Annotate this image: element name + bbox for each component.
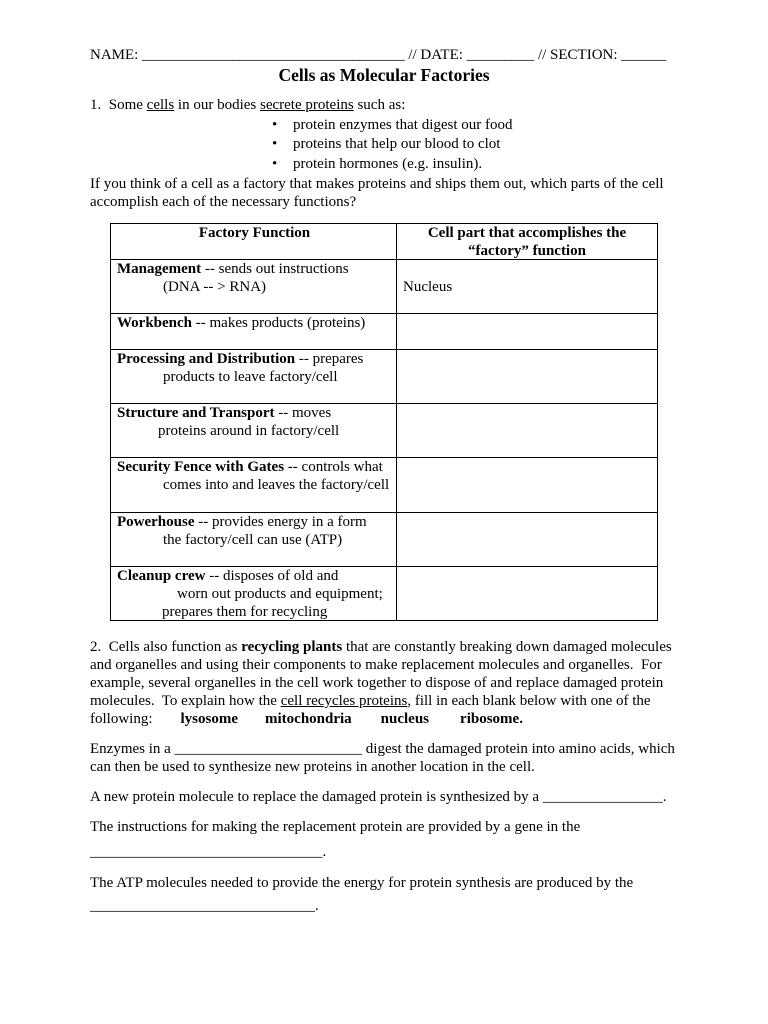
question-1-prompt-line: If you think of a cell as a factory that makes proteins and ships them out, which parts of the cell <box>90 176 664 192</box>
cell-part-answer-cell <box>397 513 657 566</box>
choice-lysosome: lysosome <box>180 711 238 727</box>
function-name: Cleanup crew <box>117 568 206 584</box>
cell-part-answer-cell <box>397 567 657 620</box>
function-description-continued: comes into and leaves the factory/cell <box>163 477 390 493</box>
fill-in-statement-enzymes: Enzymes in a _________________________ digest the damaged protein into amino acids, which <box>90 741 675 757</box>
q2-line <box>90 638 672 656</box>
function-description: -- moves <box>274 405 332 421</box>
bullet-item <box>272 155 482 173</box>
term-secrete-proteins: secrete proteins <box>260 97 354 113</box>
function-description-continued: (DNA -- > RNA) <box>163 279 267 295</box>
question-1-intro <box>90 96 405 114</box>
function-name: Processing and Distribution <box>117 351 296 367</box>
function-description: -- disposes of old and <box>205 568 339 584</box>
term-cells: cells <box>146 97 175 113</box>
bullet-text: protein hormones (e.g. insulin). <box>293 156 483 172</box>
function-name: Workbench <box>117 315 193 331</box>
table-row <box>111 458 657 513</box>
function-description-continued: worn out products and equipment; <box>177 586 383 602</box>
q2-line <box>90 710 672 728</box>
bullet-icon: • <box>272 136 278 152</box>
fill-in-statement-synthesis: A new protein molecule to replace the damaged protein is synthesized by a ________________. <box>90 789 667 805</box>
factory-function-table <box>110 223 658 621</box>
factory-function-cell <box>111 513 397 566</box>
cell-part-answer-cell <box>397 350 657 403</box>
fill-in-blank-instructions: _______________________________. <box>90 844 327 860</box>
function-first-line <box>117 260 392 278</box>
q2-line: example, several organelles in the cell work together to dispose of and replace damaged protein <box>90 675 664 691</box>
question-1-prompt-line: accomplish each of the necessary functions? <box>90 194 357 210</box>
choice-ribosome: ribosome. <box>460 711 523 727</box>
function-description-continued: the factory/cell can use (ATP) <box>163 532 343 548</box>
function-description: -- makes products (proteins) <box>192 315 366 331</box>
factory-function-cell <box>111 350 397 403</box>
section-field: // SECTION: ______ <box>534 47 667 63</box>
bullet-item <box>272 135 500 153</box>
function-description: -- provides energy in a form <box>194 514 367 530</box>
table-row <box>111 567 657 621</box>
function-description: -- sends out instructions <box>201 261 349 277</box>
header-cell-part-label-line: Cell part that accomplishes the <box>427 225 627 241</box>
name-field: NAME: ___________________________________ <box>90 47 405 63</box>
fill-in-statement-enzymes-continued: can then be used to synthesize new proteins in another location in the cell. <box>90 759 535 775</box>
function-first-line <box>117 404 392 422</box>
choice-mitochondria: mitochondria <box>265 711 352 727</box>
function-description: -- controls what <box>284 459 383 475</box>
q2-line-4-tail: , fill in each blank below with one of the <box>407 693 651 709</box>
q2-line-4-lead: molecules. To explain how the <box>90 693 281 709</box>
header-line <box>90 46 666 64</box>
q1-lead-text: 1. Some <box>90 97 147 113</box>
table-row <box>111 314 657 350</box>
function-name: Security Fence with Gates <box>117 459 285 475</box>
q2-line <box>90 692 672 710</box>
bullet-text: protein enzymes that digest our food <box>293 117 513 133</box>
cell-part-answer-cell <box>397 314 657 349</box>
cell-part-answer-cell <box>397 458 657 512</box>
page-title: Cells as Molecular Factories <box>278 65 490 85</box>
function-description-continued: prepares them for recycling <box>162 604 328 620</box>
choice-nucleus: nucleus <box>380 711 430 727</box>
fill-in-statement-atp: The ATP molecules needed to provide the energy for protein synthesis are produced by the <box>90 875 634 891</box>
date-field: // DATE: _________ <box>404 47 535 63</box>
cell-part-answer-cell <box>397 260 657 313</box>
function-description-continued: proteins around in factory/cell <box>158 423 340 439</box>
header-cell-part-label-line: “factory” function <box>468 243 586 259</box>
table-row <box>111 350 657 404</box>
function-first-line <box>117 458 392 476</box>
term-cell-recycles-proteins: cell recycles proteins <box>280 693 408 709</box>
header-cell-part <box>397 224 657 259</box>
q2-line-1-tail: that are constantly breaking down damaged molecules <box>342 639 672 655</box>
function-first-line <box>117 513 392 531</box>
bullet-icon: • <box>272 156 278 172</box>
table-row <box>111 513 657 567</box>
table-header-row <box>111 224 657 260</box>
term-recycling-plants: recycling plants <box>241 639 343 655</box>
factory-function-cell <box>111 314 397 349</box>
q2-line: and organelles and using their components to make replacement molecules and organelles. For <box>90 657 662 673</box>
cell-part-answer: Nucleus <box>403 278 453 295</box>
function-first-line <box>117 314 392 332</box>
function-name: Structure and Transport <box>117 405 275 421</box>
cell-part-answer-cell <box>397 404 657 457</box>
bullet-item <box>272 116 513 134</box>
question-2-paragraph <box>90 638 672 728</box>
fill-in-statement-instructions: The instructions for making the replacement protein are provided by a gene in the <box>90 819 581 835</box>
function-first-line <box>117 350 392 368</box>
bullet-text: proteins that help our blood to clot <box>293 136 501 152</box>
q1-mid-text: in our bodies <box>174 97 260 113</box>
factory-function-cell <box>111 567 397 620</box>
factory-function-cell <box>111 260 397 313</box>
function-first-line <box>117 567 392 585</box>
function-description: -- prepares <box>295 351 364 367</box>
function-name: Management <box>117 261 202 277</box>
table-row <box>111 404 657 458</box>
fill-in-blank-atp: ______________________________. <box>90 898 319 914</box>
q2-line-1-lead: 2. Cells also function as <box>90 639 242 655</box>
table-row <box>111 260 657 314</box>
function-name: Powerhouse <box>117 514 195 530</box>
function-description-continued: products to leave factory/cell <box>163 369 338 385</box>
header-factory-function-label: Factory Function <box>198 225 311 241</box>
bullet-icon: • <box>272 117 278 133</box>
factory-function-cell <box>111 404 397 457</box>
header-factory-function <box>111 224 397 259</box>
q1-tail-text: such as: <box>353 97 406 113</box>
q2-line-5-lead: following: <box>90 711 153 727</box>
factory-function-cell <box>111 458 397 512</box>
